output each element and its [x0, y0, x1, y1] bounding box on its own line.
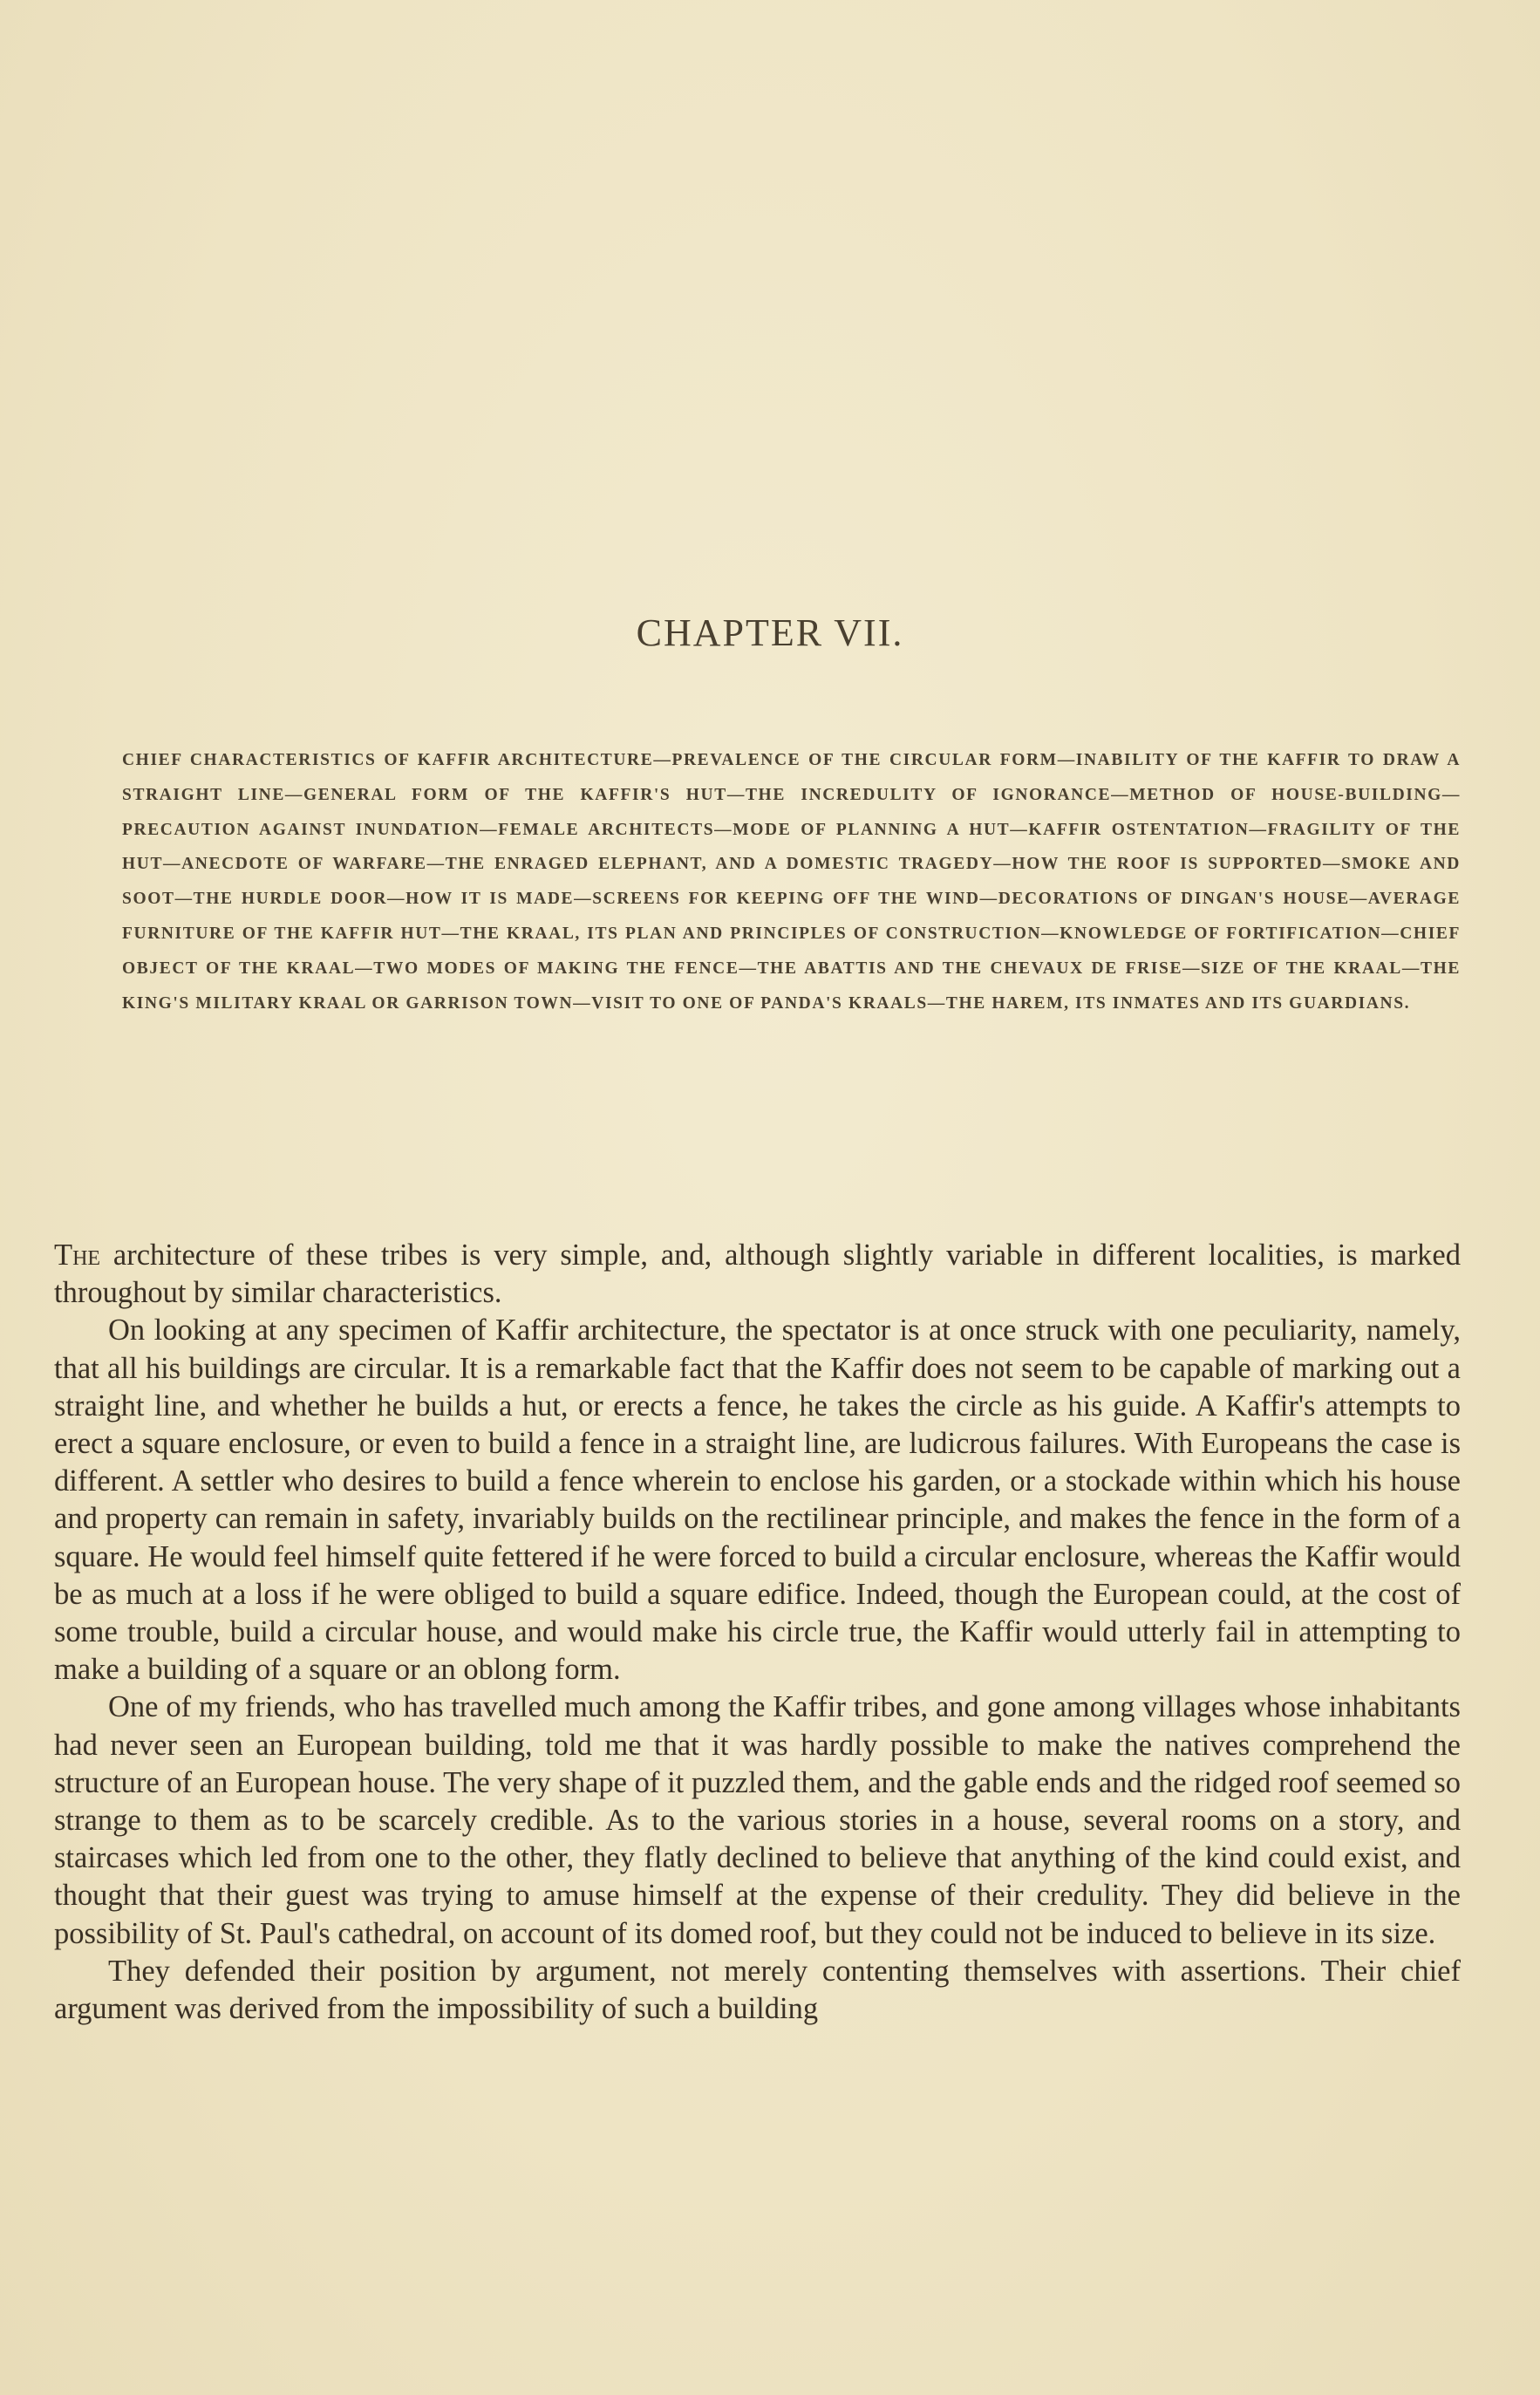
paragraph-4: They defended their position by argument, not merely contenting themselves with assertions. Their chief argument was derived from the impossibility of such a building: [54, 1954, 1461, 2026]
paragraph-1: [54, 1237, 1461, 1312]
paragraph-3: One of my friends, who has travelled much among the Kaffir tribes, and gone among villages whose inhabitants had never seen an European building, told me that it was hardly possible to make the natives comprehend the structure of an European house. The very shape of it puzzled them, and the gable ends and the ridged roof seemed so strange to them as to be scarcely credible. As to the various stories in a house, several rooms on a story, and staircases which led from one to the other, they flatly declined to believe that anything of the kind could exist, and thought that their guest was trying to amuse himself at the expense of their credulity. They did believe in the possibility of St. Paul's cathedral, on account of its domed roof, but they could not be induced to believe in its size.: [54, 1690, 1461, 1950]
body-text: [54, 1237, 1461, 2028]
paragraph-2: On looking at any specimen of Kaffir architecture, the spectator is at once struck with one peculiarity, namely, that all his buildings are circular. It is a remarkable fact that the Kaffir does not seem to be capable of marking out a straight line, and whether he builds a hut, or erects a fence, he takes the circle as his guide. A Kaffir's attempts to erect a square enclosure, or even to build a fence in a straight line, are ludicrous failures. With Europeans the case is different. A settler who desires to build a fence wherein to enclose his garden, or a stockade within which his house and property can remain in safety, invariably builds on the rectilinear principle, and makes the fence in the form of a square. He would feel himself quite fettered if he were forced to build a circular enclosure, whereas the Kaffir would be as much at a loss if he were obliged to build a square edifice. Indeed, though the European could, at the cost of some trouble, build a circular house, and would make his circle true, the Kaffir would utterly fail in attempting to make a building of a square or an oblong form.: [54, 1313, 1461, 1687]
chapter-synopsis: CHIEF CHARACTERISTICS OF KAFFIR ARCHITECTURE—PREVALENCE OF THE CIRCULAR FORM—INABILITY OF THE KAFFIR TO DRAW A STRAIGHT LINE—GENERAL FORM OF THE KAFFIR'S HUT—THE INCREDULITY OF IGNORANCE—METHOD OF HOUSE-BUILDING—PRECAUTION AGAINST INUNDATION—FEMALE ARCHITECTS—MODE OF PLANNING A HUT—KAFFIR OSTENTATION—FRAGILITY OF THE HUT—ANECDOTE OF WARFARE—THE ENRAGED ELEPHANT, AND A DOMESTIC TRAGEDY—HOW THE ROOF IS SUPPORTED—SMOKE AND SOOT—THE HURDLE DOOR—HOW IT IS MADE—SCREENS FOR KEEPING OFF THE WIND—DECORATIONS OF DINGAN'S HOUSE—AVERAGE FURNITURE OF THE KAFFIR HUT—THE KRAAL, ITS PLAN AND PRINCIPLES OF CONSTRUCTION—KNOWLEDGE OF FORTIFICATION—CHIEF OBJECT OF THE KRAAL—TWO MODES OF MAKING THE FENCE—THE ABATTIS AND THE CHEVAUX DE FRISE—SIZE OF THE KRAAL—THE KING'S MILITARY KRAAL OR GARRISON TOWN—VISIT TO ONE OF PANDA'S KRAALS—THE HAREM, ITS INMATES AND ITS GUARDIANS.: [122, 751, 1461, 1013]
chapter-title: CHAPTER VII.: [636, 611, 904, 654]
paragraph-1-text: architecture of these tribes is very simple, and, although slightly variable in different localities, is marked throughout by similar characteristics.: [54, 1238, 1461, 1310]
paragraph-1-lead: The: [54, 1238, 101, 1272]
